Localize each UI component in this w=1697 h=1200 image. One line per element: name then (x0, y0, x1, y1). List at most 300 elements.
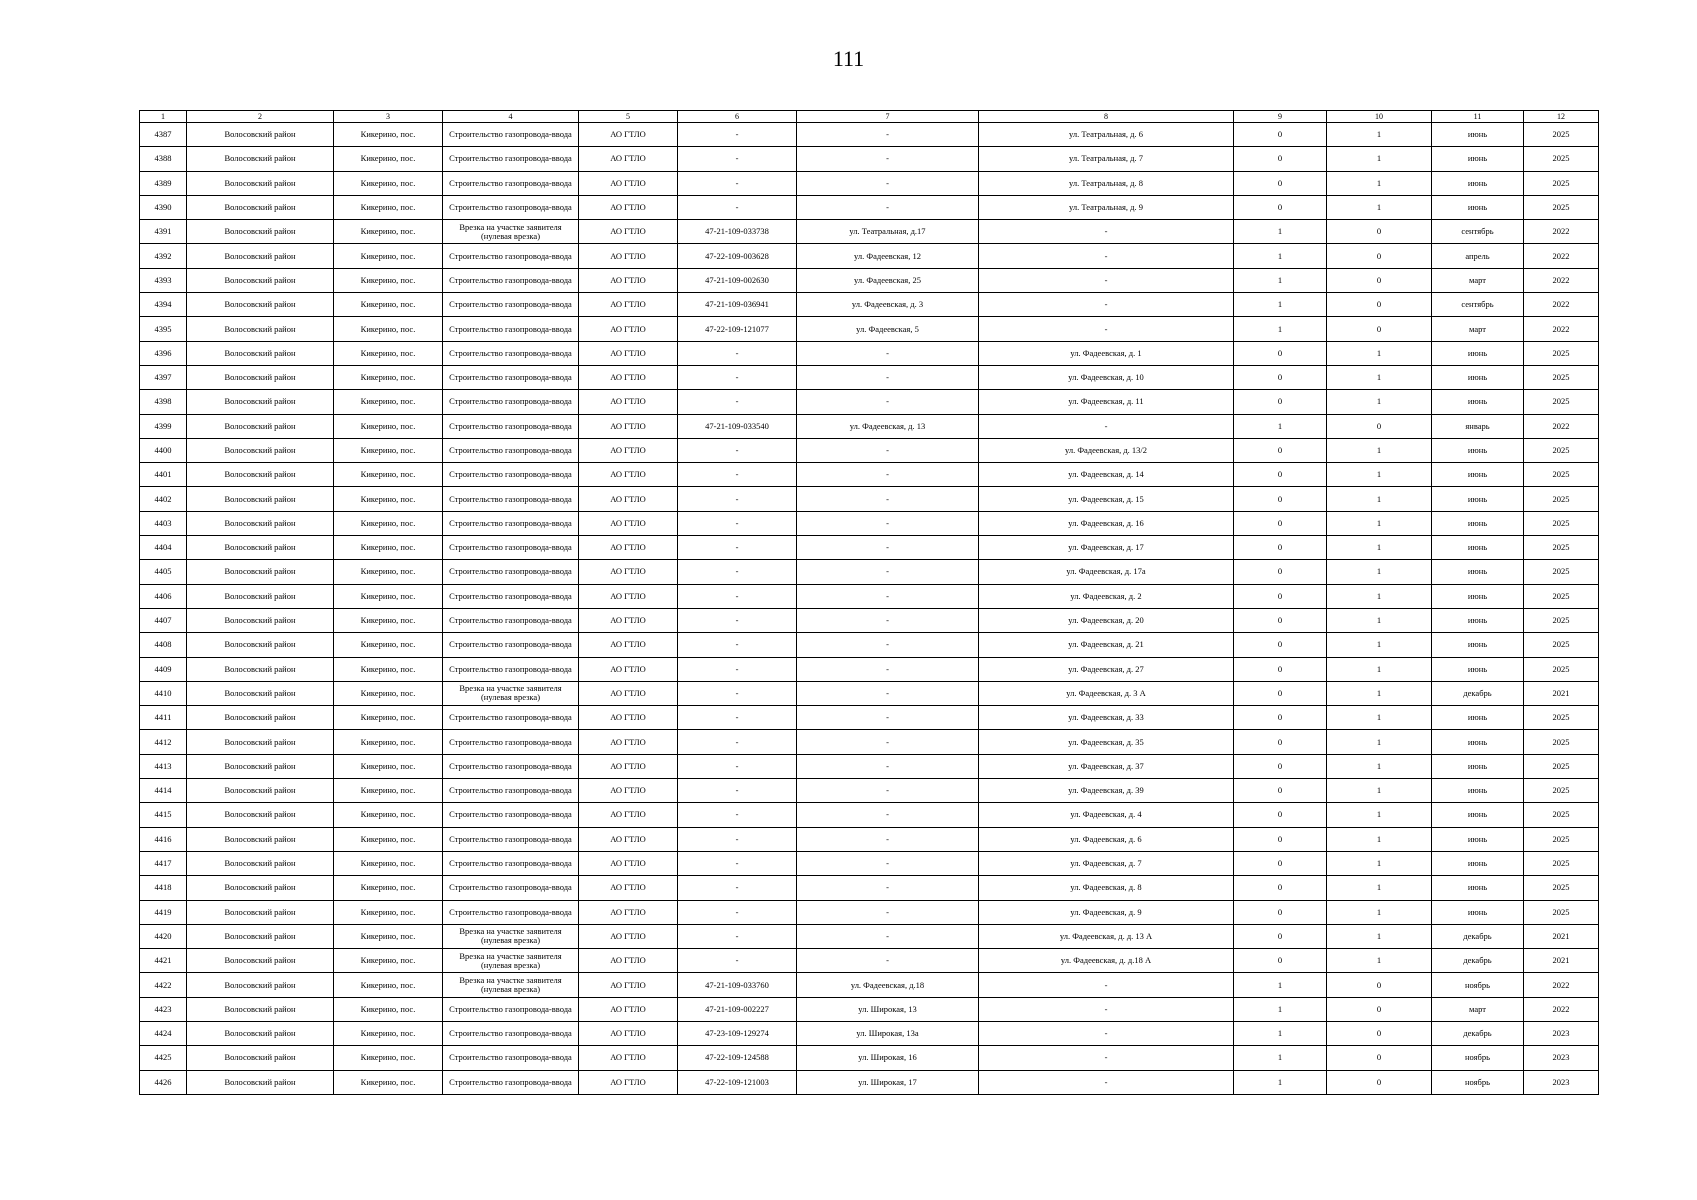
table-row (140, 997, 1599, 1021)
cell-row-number: 4418 (140, 876, 187, 900)
column-header: 7 (797, 111, 979, 123)
cell-planned-count: 0 (1327, 244, 1432, 268)
cell-month: июнь (1432, 536, 1524, 560)
cell-month: сентябрь (1432, 293, 1524, 317)
cell-district: Волосовский район (187, 438, 334, 462)
cell-contract-address: - (797, 949, 979, 973)
cell-year: 2025 (1524, 487, 1599, 511)
cell-contracted-count: 1 (1234, 414, 1327, 438)
cell-organization: АО ГТЛО (579, 147, 678, 171)
table-row (140, 244, 1599, 268)
cell-planned-count: 0 (1327, 317, 1432, 341)
cell-work-type: Строительство газопровода-ввода (443, 851, 579, 875)
cell-planned-address: ул. Фадеевская, д. 3 А (979, 681, 1234, 705)
cell-work-type: Врезка на участке заявителя (нулевая врезка) (443, 220, 579, 244)
cell-district: Волосовский район (187, 341, 334, 365)
cell-year: 2021 (1524, 949, 1599, 973)
cell-planned-count: 0 (1327, 414, 1432, 438)
cell-row-number: 4423 (140, 997, 187, 1021)
cell-month: июнь (1432, 487, 1524, 511)
cell-row-number: 4392 (140, 244, 187, 268)
cell-work-type: Строительство газопровода-ввода (443, 293, 579, 317)
cell-planned-address: - (979, 1070, 1234, 1094)
table-row (140, 195, 1599, 219)
cell-organization: АО ГТЛО (579, 390, 678, 414)
cell-year: 2025 (1524, 365, 1599, 389)
cell-settlement: Кикерино, пос. (334, 560, 443, 584)
cell-district: Волосовский район (187, 268, 334, 292)
cell-planned-count: 1 (1327, 511, 1432, 535)
cell-contract-address: ул. Широкая, 13 (797, 997, 979, 1021)
cell-month: июнь (1432, 463, 1524, 487)
cell-contract-number: 47-22-109-121003 (678, 1070, 797, 1094)
cell-contracted-count: 0 (1234, 949, 1327, 973)
cell-planned-count: 1 (1327, 487, 1432, 511)
cell-contracted-count: 0 (1234, 560, 1327, 584)
cell-settlement: Кикерино, пос. (334, 171, 443, 195)
cell-organization: АО ГТЛО (579, 511, 678, 535)
cell-contract-address: - (797, 511, 979, 535)
table-row (140, 293, 1599, 317)
table-row (140, 633, 1599, 657)
cell-year: 2025 (1524, 706, 1599, 730)
cell-planned-count: 1 (1327, 851, 1432, 875)
cell-year: 2025 (1524, 779, 1599, 803)
cell-row-number: 4408 (140, 633, 187, 657)
cell-contract-number: 47-21-109-036941 (678, 293, 797, 317)
cell-month: июнь (1432, 779, 1524, 803)
table-row (140, 463, 1599, 487)
cell-contract-address: - (797, 827, 979, 851)
cell-organization: АО ГТЛО (579, 560, 678, 584)
cell-contracted-count: 1 (1234, 1046, 1327, 1070)
cell-work-type: Строительство газопровода-ввода (443, 803, 579, 827)
cell-planned-address: - (979, 317, 1234, 341)
cell-row-number: 4404 (140, 536, 187, 560)
cell-year: 2023 (1524, 1070, 1599, 1094)
cell-contracted-count: 1 (1234, 997, 1327, 1021)
cell-organization: АО ГТЛО (579, 536, 678, 560)
cell-settlement: Кикерино, пос. (334, 390, 443, 414)
cell-row-number: 4409 (140, 657, 187, 681)
cell-contracted-count: 0 (1234, 123, 1327, 147)
cell-work-type: Строительство газопровода-ввода (443, 584, 579, 608)
table-row (140, 900, 1599, 924)
cell-month: январь (1432, 414, 1524, 438)
cell-district: Волосовский район (187, 1021, 334, 1045)
cell-contracted-count: 0 (1234, 536, 1327, 560)
cell-contracted-count: 0 (1234, 633, 1327, 657)
table-row (140, 949, 1599, 973)
table-row (140, 536, 1599, 560)
cell-planned-count: 1 (1327, 123, 1432, 147)
cell-contract-address: ул. Фадеевская, 25 (797, 268, 979, 292)
cell-row-number: 4396 (140, 341, 187, 365)
cell-work-type: Строительство газопровода-ввода (443, 754, 579, 778)
cell-row-number: 4393 (140, 268, 187, 292)
page-number: 111 (832, 46, 865, 71)
cell-contract-address: - (797, 803, 979, 827)
cell-settlement: Кикерино, пос. (334, 438, 443, 462)
cell-year: 2025 (1524, 851, 1599, 875)
cell-row-number: 4419 (140, 900, 187, 924)
cell-contract-number: - (678, 949, 797, 973)
table-row (140, 584, 1599, 608)
cell-year: 2025 (1524, 657, 1599, 681)
cell-planned-address: - (979, 1046, 1234, 1070)
table-row (140, 803, 1599, 827)
cell-settlement: Кикерино, пос. (334, 803, 443, 827)
cell-settlement: Кикерино, пос. (334, 195, 443, 219)
cell-contract-number: 47-21-109-002227 (678, 997, 797, 1021)
cell-contract-address: - (797, 487, 979, 511)
cell-district: Волосовский район (187, 949, 334, 973)
cell-contracted-count: 1 (1234, 973, 1327, 997)
column-header: 5 (579, 111, 678, 123)
cell-organization: АО ГТЛО (579, 803, 678, 827)
cell-contract-number: - (678, 924, 797, 948)
cell-row-number: 4416 (140, 827, 187, 851)
cell-month: июнь (1432, 900, 1524, 924)
cell-year: 2025 (1524, 390, 1599, 414)
cell-row-number: 4387 (140, 123, 187, 147)
column-number-row (140, 111, 1599, 123)
table-row (140, 730, 1599, 754)
cell-year: 2022 (1524, 220, 1599, 244)
cell-contract-address: - (797, 195, 979, 219)
cell-district: Волосовский район (187, 463, 334, 487)
table-row (140, 220, 1599, 244)
cell-settlement: Кикерино, пос. (334, 1046, 443, 1070)
table-row (140, 341, 1599, 365)
table-row (140, 779, 1599, 803)
cell-row-number: 4414 (140, 779, 187, 803)
cell-contract-address: - (797, 341, 979, 365)
cell-row-number: 4422 (140, 973, 187, 997)
cell-settlement: Кикерино, пос. (334, 1021, 443, 1045)
cell-settlement: Кикерино, пос. (334, 584, 443, 608)
cell-planned-count: 1 (1327, 438, 1432, 462)
cell-work-type: Врезка на участке заявителя (нулевая врезка) (443, 924, 579, 948)
cell-organization: АО ГТЛО (579, 876, 678, 900)
cell-district: Волосовский район (187, 414, 334, 438)
cell-work-type: Строительство газопровода-ввода (443, 414, 579, 438)
cell-planned-address: ул. Театральная, д. 6 (979, 123, 1234, 147)
cell-work-type: Строительство газопровода-ввода (443, 560, 579, 584)
cell-work-type: Строительство газопровода-ввода (443, 123, 579, 147)
cell-planned-address: ул. Фадеевская, д. 1 (979, 341, 1234, 365)
cell-contract-address: - (797, 584, 979, 608)
cell-contract-number: 47-22-109-003628 (678, 244, 797, 268)
cell-contract-number: 47-22-109-124588 (678, 1046, 797, 1070)
cell-row-number: 4390 (140, 195, 187, 219)
cell-year: 2025 (1524, 560, 1599, 584)
cell-month: июнь (1432, 584, 1524, 608)
column-header: 10 (1327, 111, 1432, 123)
cell-planned-count: 1 (1327, 608, 1432, 632)
cell-district: Волосовский район (187, 924, 334, 948)
cell-contracted-count: 0 (1234, 730, 1327, 754)
cell-month: декабрь (1432, 924, 1524, 948)
cell-district: Волосовский район (187, 973, 334, 997)
cell-year: 2022 (1524, 293, 1599, 317)
cell-planned-address: - (979, 268, 1234, 292)
cell-work-type: Строительство газопровода-ввода (443, 1021, 579, 1045)
cell-planned-address: ул. Фадеевская, д. 6 (979, 827, 1234, 851)
cell-contracted-count: 0 (1234, 171, 1327, 195)
cell-district: Волосовский район (187, 1070, 334, 1094)
cell-contract-number: 47-21-109-033738 (678, 220, 797, 244)
cell-planned-count: 1 (1327, 560, 1432, 584)
cell-planned-address: ул. Фадеевская, д. 37 (979, 754, 1234, 778)
cell-planned-address: - (979, 293, 1234, 317)
cell-year: 2023 (1524, 1021, 1599, 1045)
cell-month: июнь (1432, 171, 1524, 195)
cell-work-type: Врезка на участке заявителя (нулевая врезка) (443, 973, 579, 997)
cell-work-type: Строительство газопровода-ввода (443, 657, 579, 681)
cell-settlement: Кикерино, пос. (334, 754, 443, 778)
cell-district: Волосовский район (187, 365, 334, 389)
cell-planned-count: 1 (1327, 706, 1432, 730)
cell-month: июнь (1432, 390, 1524, 414)
cell-contract-address: ул. Фадеевская, 12 (797, 244, 979, 268)
cell-row-number: 4426 (140, 1070, 187, 1094)
cell-organization: АО ГТЛО (579, 827, 678, 851)
cell-settlement: Кикерино, пос. (334, 293, 443, 317)
cell-contracted-count: 0 (1234, 706, 1327, 730)
cell-organization: АО ГТЛО (579, 341, 678, 365)
cell-contract-number: - (678, 827, 797, 851)
cell-district: Волосовский район (187, 147, 334, 171)
cell-district: Волосовский район (187, 390, 334, 414)
cell-work-type: Строительство газопровода-ввода (443, 341, 579, 365)
cell-year: 2025 (1524, 341, 1599, 365)
cell-planned-address: - (979, 220, 1234, 244)
cell-contract-address: ул. Фадеевская, д.18 (797, 973, 979, 997)
cell-month: март (1432, 268, 1524, 292)
cell-month: март (1432, 997, 1524, 1021)
cell-planned-count: 1 (1327, 924, 1432, 948)
cell-organization: АО ГТЛО (579, 754, 678, 778)
cell-month: июнь (1432, 341, 1524, 365)
cell-district: Волосовский район (187, 681, 334, 705)
cell-month: июнь (1432, 633, 1524, 657)
cell-contract-number: - (678, 851, 797, 875)
cell-settlement: Кикерино, пос. (334, 341, 443, 365)
cell-month: июнь (1432, 560, 1524, 584)
cell-contracted-count: 0 (1234, 147, 1327, 171)
cell-work-type: Строительство газопровода-ввода (443, 244, 579, 268)
cell-contract-number: - (678, 536, 797, 560)
column-header: 2 (187, 111, 334, 123)
cell-organization: АО ГТЛО (579, 924, 678, 948)
cell-planned-count: 1 (1327, 341, 1432, 365)
column-header: 3 (334, 111, 443, 123)
cell-month: июнь (1432, 147, 1524, 171)
cell-year: 2025 (1524, 754, 1599, 778)
cell-month: июнь (1432, 754, 1524, 778)
cell-year: 2025 (1524, 195, 1599, 219)
cell-contracted-count: 0 (1234, 900, 1327, 924)
cell-contracted-count: 0 (1234, 681, 1327, 705)
cell-settlement: Кикерино, пос. (334, 681, 443, 705)
table-row (140, 876, 1599, 900)
cell-work-type: Строительство газопровода-ввода (443, 365, 579, 389)
cell-planned-count: 0 (1327, 220, 1432, 244)
cell-planned-address: - (979, 997, 1234, 1021)
cell-planned-address: ул. Театральная, д. 7 (979, 147, 1234, 171)
table-row (140, 924, 1599, 948)
table-row (140, 414, 1599, 438)
cell-planned-address: ул. Фадеевская, д. 16 (979, 511, 1234, 535)
cell-planned-count: 1 (1327, 949, 1432, 973)
cell-settlement: Кикерино, пос. (334, 1070, 443, 1094)
cell-contract-number: - (678, 365, 797, 389)
cell-planned-address: ул. Фадеевская, д. 33 (979, 706, 1234, 730)
cell-month: июнь (1432, 438, 1524, 462)
cell-organization: АО ГТЛО (579, 997, 678, 1021)
cell-organization: АО ГТЛО (579, 487, 678, 511)
column-header: 4 (443, 111, 579, 123)
cell-contract-address: - (797, 681, 979, 705)
cell-organization: АО ГТЛО (579, 584, 678, 608)
cell-contracted-count: 0 (1234, 195, 1327, 219)
cell-contract-number: 47-22-109-121077 (678, 317, 797, 341)
cell-contracted-count: 1 (1234, 317, 1327, 341)
cell-row-number: 4400 (140, 438, 187, 462)
cell-district: Волосовский район (187, 511, 334, 535)
cell-planned-address: ул. Фадеевская, д. 9 (979, 900, 1234, 924)
cell-contract-address: ул. Фадеевская, д. 13 (797, 414, 979, 438)
cell-work-type: Строительство газопровода-ввода (443, 997, 579, 1021)
cell-planned-address: ул. Фадеевская, д. 15 (979, 487, 1234, 511)
cell-settlement: Кикерино, пос. (334, 123, 443, 147)
cell-row-number: 4424 (140, 1021, 187, 1045)
table-row (140, 973, 1599, 997)
cell-contract-number: - (678, 123, 797, 147)
cell-year: 2022 (1524, 244, 1599, 268)
table-row (140, 123, 1599, 147)
cell-planned-address: ул. Фадеевская, д. 27 (979, 657, 1234, 681)
cell-work-type: Врезка на участке заявителя (нулевая врезка) (443, 949, 579, 973)
cell-work-type: Строительство газопровода-ввода (443, 438, 579, 462)
cell-settlement: Кикерино, пос. (334, 827, 443, 851)
cell-organization: АО ГТЛО (579, 608, 678, 632)
cell-district: Волосовский район (187, 779, 334, 803)
cell-planned-address: ул. Фадеевская, д. 39 (979, 779, 1234, 803)
table-row (140, 438, 1599, 462)
cell-contract-address: - (797, 876, 979, 900)
cell-contract-number: 47-21-109-033760 (678, 973, 797, 997)
cell-contract-address: - (797, 171, 979, 195)
cell-contract-number: - (678, 900, 797, 924)
cell-contracted-count: 0 (1234, 463, 1327, 487)
cell-contract-address: ул. Широкая, 13а (797, 1021, 979, 1045)
cell-month: июнь (1432, 706, 1524, 730)
cell-district: Волосовский район (187, 317, 334, 341)
cell-planned-count: 1 (1327, 171, 1432, 195)
cell-planned-count: 1 (1327, 657, 1432, 681)
cell-contract-address: - (797, 123, 979, 147)
cell-settlement: Кикерино, пос. (334, 900, 443, 924)
cell-planned-address: ул. Театральная, д. 9 (979, 195, 1234, 219)
cell-planned-address: ул. Фадеевская, д. 14 (979, 463, 1234, 487)
cell-row-number: 4399 (140, 414, 187, 438)
table-row (140, 390, 1599, 414)
cell-contracted-count: 1 (1234, 220, 1327, 244)
cell-contract-address: - (797, 536, 979, 560)
cell-organization: АО ГТЛО (579, 1046, 678, 1070)
cell-organization: АО ГТЛО (579, 657, 678, 681)
cell-planned-address: ул. Фадеевская, д. д. 13 А (979, 924, 1234, 948)
cell-contracted-count: 0 (1234, 487, 1327, 511)
cell-month: июнь (1432, 876, 1524, 900)
cell-settlement: Кикерино, пос. (334, 851, 443, 875)
cell-settlement: Кикерино, пос. (334, 463, 443, 487)
cell-planned-address: ул. Фадеевская, д. 8 (979, 876, 1234, 900)
cell-contract-number: - (678, 171, 797, 195)
cell-work-type: Строительство газопровода-ввода (443, 779, 579, 803)
cell-district: Волосовский район (187, 633, 334, 657)
cell-planned-count: 0 (1327, 997, 1432, 1021)
column-header: 1 (140, 111, 187, 123)
cell-row-number: 4391 (140, 220, 187, 244)
cell-settlement: Кикерино, пос. (334, 730, 443, 754)
cell-planned-address: ул. Фадеевская, д. 17 (979, 536, 1234, 560)
cell-settlement: Кикерино, пос. (334, 487, 443, 511)
cell-planned-address: - (979, 414, 1234, 438)
cell-contract-number: - (678, 438, 797, 462)
cell-planned-address: - (979, 1021, 1234, 1045)
table-row (140, 1046, 1599, 1070)
cell-work-type: Строительство газопровода-ввода (443, 730, 579, 754)
cell-settlement: Кикерино, пос. (334, 365, 443, 389)
cell-contracted-count: 0 (1234, 608, 1327, 632)
cell-district: Волосовский район (187, 171, 334, 195)
table-body (140, 123, 1599, 1095)
cell-district: Волосовский район (187, 876, 334, 900)
cell-organization: АО ГТЛО (579, 706, 678, 730)
cell-district: Волосовский район (187, 123, 334, 147)
cell-planned-count: 1 (1327, 730, 1432, 754)
table-row (140, 268, 1599, 292)
cell-contracted-count: 0 (1234, 827, 1327, 851)
cell-settlement: Кикерино, пос. (334, 949, 443, 973)
cell-contract-number: 47-21-109-033540 (678, 414, 797, 438)
cell-work-type: Строительство газопровода-ввода (443, 463, 579, 487)
cell-contract-address: - (797, 900, 979, 924)
table-row (140, 657, 1599, 681)
cell-district: Волосовский район (187, 195, 334, 219)
cell-row-number: 4425 (140, 1046, 187, 1070)
cell-planned-address: - (979, 973, 1234, 997)
cell-row-number: 4389 (140, 171, 187, 195)
cell-year: 2025 (1524, 463, 1599, 487)
cell-work-type: Строительство газопровода-ввода (443, 1070, 579, 1094)
cell-work-type: Строительство газопровода-ввода (443, 171, 579, 195)
cell-contract-address: - (797, 390, 979, 414)
cell-row-number: 4420 (140, 924, 187, 948)
cell-planned-address: ул. Театральная, д. 8 (979, 171, 1234, 195)
cell-contract-number: - (678, 803, 797, 827)
cell-organization: АО ГТЛО (579, 681, 678, 705)
cell-month: декабрь (1432, 1021, 1524, 1045)
cell-planned-count: 1 (1327, 147, 1432, 171)
cell-planned-count: 1 (1327, 779, 1432, 803)
cell-month: декабрь (1432, 949, 1524, 973)
cell-district: Волосовский район (187, 997, 334, 1021)
cell-settlement: Кикерино, пос. (334, 973, 443, 997)
